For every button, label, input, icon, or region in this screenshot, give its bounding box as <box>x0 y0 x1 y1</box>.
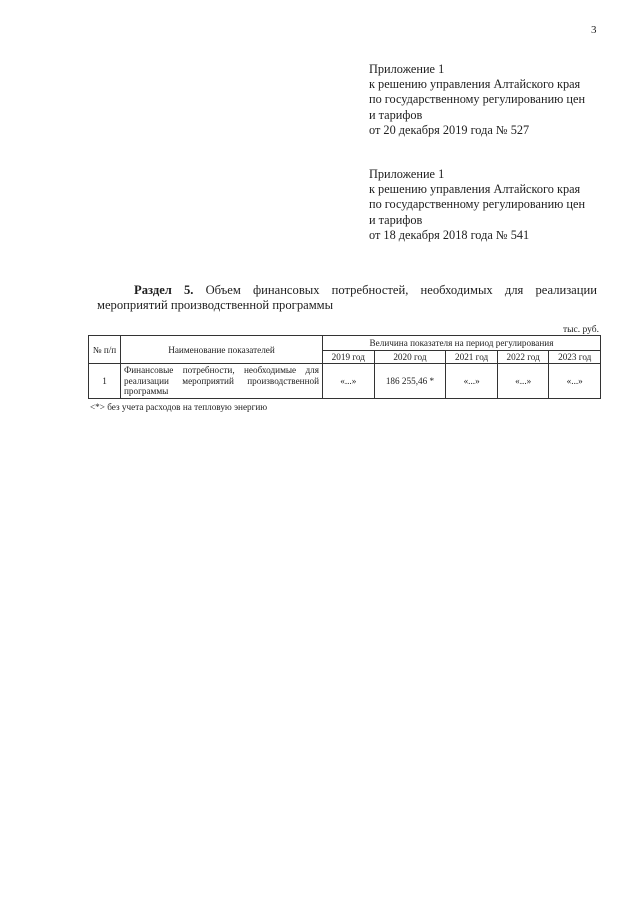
row-value: «...» <box>549 364 601 399</box>
annex-line: и тарифов <box>369 212 423 227</box>
header-year: 2023 год <box>549 351 601 364</box>
header-number: № п/п <box>89 336 121 364</box>
annex-line: Приложение 1 <box>369 167 445 181</box>
row-name: Финансовые потребности, необходимые для реализации мероприятий производственной программы <box>121 364 323 399</box>
annex-current-header <box>369 62 585 138</box>
annex-line: и тарифов <box>369 107 423 122</box>
annex-line: от 20 декабря 2019 года № 527 <box>369 122 530 137</box>
row-value: «...» <box>323 364 375 399</box>
header-year: 2020 год <box>374 351 446 364</box>
annex-line: к решению управления Алтайского края <box>369 182 581 197</box>
table-header-row <box>89 336 601 351</box>
section-title-line1: Объем финансовых потребностей, необходимых для реализации <box>205 283 597 297</box>
section-title-line2: мероприятий производственной программы <box>97 298 334 312</box>
row-number: 1 <box>89 364 121 399</box>
section-label: Раздел 5. <box>134 283 194 297</box>
annex-line: по государственному регулированию цен <box>369 197 586 212</box>
page-number: 3 <box>591 24 597 36</box>
section-heading <box>97 283 597 313</box>
header-period-group: Величина показателя на период регулирования <box>323 336 601 351</box>
row-value: 186 255,46 * <box>374 364 446 399</box>
annex-line: к решению управления Алтайского края <box>369 77 581 92</box>
row-value: «...» <box>446 364 498 399</box>
annex-line: от 18 декабря 2018 года № 541 <box>369 227 530 242</box>
footnote: <*> без учета расходов на тепловую энергию <box>90 402 268 412</box>
header-year: 2019 год <box>323 351 375 364</box>
row-value: «...» <box>497 364 549 399</box>
header-name: Наименование показателей <box>121 336 323 364</box>
annex-previous-header <box>369 167 585 243</box>
header-year: 2022 год <box>497 351 549 364</box>
annex-line: Приложение 1 <box>369 62 445 76</box>
annex-line: по государственному регулированию цен <box>369 92 586 107</box>
header-year: 2021 год <box>446 351 498 364</box>
table-row <box>89 364 601 399</box>
financial-needs-table <box>88 335 601 399</box>
unit-label: тыс. руб. <box>563 325 599 335</box>
